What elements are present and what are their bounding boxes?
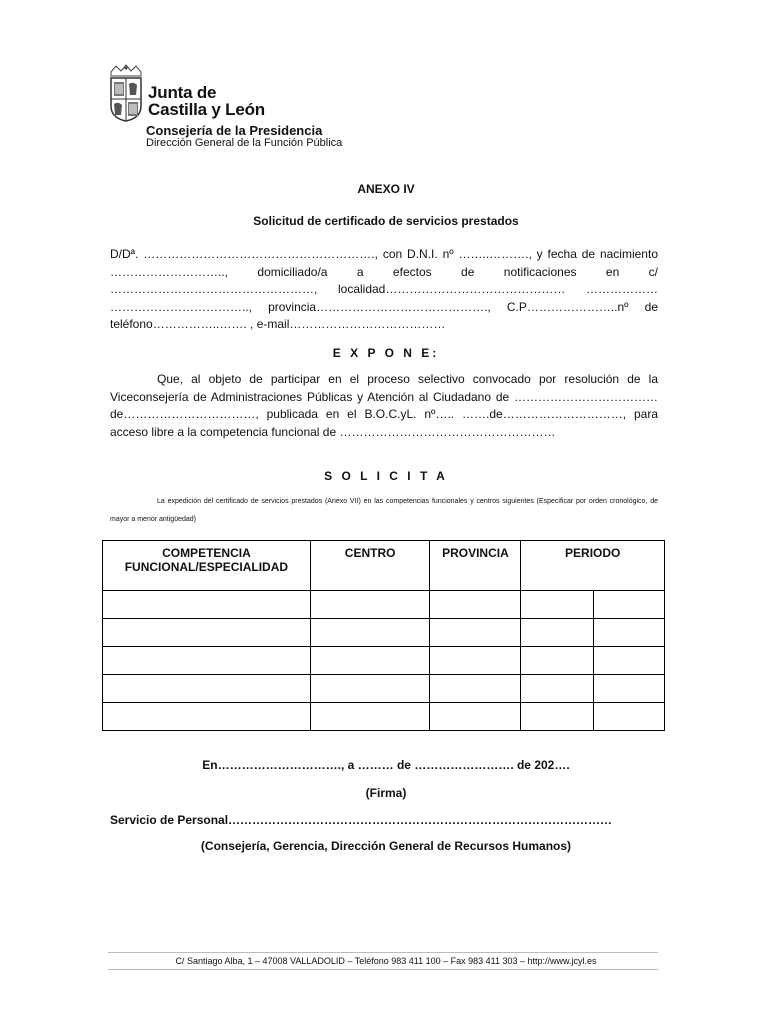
table-cell[interactable] [103,591,311,619]
table-cell[interactable] [594,619,665,647]
table-cell[interactable] [521,591,594,619]
document-title: Solicitud de certificado de servicios prestados [253,214,519,228]
table-cell[interactable] [594,703,665,731]
header-provincia: PROVINCIA [430,541,521,591]
table-cell[interactable] [521,675,594,703]
footer-bottom-rule [108,969,658,970]
table-row [103,703,665,731]
org-name-line1: Junta de [148,83,217,102]
table-cell[interactable] [103,703,311,731]
expone-heading: E X P O N E: [332,346,440,360]
table-cell[interactable] [430,703,521,731]
table-cell[interactable] [594,647,665,675]
date-place-line: En…………………………., a ……… de ……………………. de 202…. [202,758,570,772]
expone-paragraph: Que, al objeto de participar en el proceso selectivo convocado por resolución de la Viceconsejería de Administraciones Públicas y Atención al Ciudadano de ………………………………de……………………………, publicada en el B.O.C.yL. nº….. …….de…………………………, para acceso libre a la competencia funcional de ……………………………………………… [110,372,658,439]
org-name-line2: Castilla y León [148,100,265,119]
table-row [103,647,665,675]
header-periodo: PERIODO [521,541,665,591]
table-cell[interactable] [521,703,594,731]
table-cell[interactable] [521,647,594,675]
footer-top-rule [108,952,658,953]
signature-label: (Firma) [365,786,407,800]
table-cell[interactable] [430,591,521,619]
services-table [102,540,665,731]
table-cell[interactable] [103,647,311,675]
table-cell[interactable] [594,591,665,619]
table-cell[interactable] [103,675,311,703]
table-cell[interactable] [310,703,430,731]
table-cell[interactable] [430,647,521,675]
table-cell[interactable] [310,591,430,619]
table-cell[interactable] [430,675,521,703]
table-cell[interactable] [103,619,311,647]
coat-of-arms-icon [108,64,144,122]
table-cell[interactable] [430,619,521,647]
table-cell[interactable] [310,675,430,703]
table-cell[interactable] [310,647,430,675]
consejeria-note: (Consejería, Gerencia, Dirección General de Recursos Humanos) [200,839,572,853]
table-row [103,591,665,619]
table-cell[interactable] [310,619,430,647]
department-name: Consejería de la Presidencia [146,123,323,138]
header-competencia: COMPETENCIA FUNCIONAL/ESPECIALIDAD [103,541,311,591]
solicita-heading: S O L I C I T A [324,469,448,483]
table-header-row [103,541,665,591]
table-cell[interactable] [521,619,594,647]
personal-data-paragraph: D/Dª. …………………………………………………., con D.N.I. nº ……..………., y fecha de nacimiento ……………………….., domiciliado/a a efectos de notificaciones en c/ ……………………………………………, localidad……………………………………… ……………… …………………………….., provincia……………………………………., C.P…………………..nº de teléfono……………..……. , e-mail………………………………… [110,247,658,332]
header-centro: CENTRO [310,541,430,591]
footer-address: C/ Santiago Alba, 1 – 47008 VALLADOLID – Teléfono 983 411 100 – Fax 983 411 303 – http://www.jcyl.es [175,956,597,966]
table-cell[interactable] [594,675,665,703]
solicita-paragraph: La expedición del certificado de servicios prestados (Anexo VII) en las competencias funcionales y centros siguientes (Especificar por orden cronológico, de mayor a menor antigüedad) [110,498,658,523]
subdepartment-name: Dirección General de la Función Pública [146,137,343,149]
table-row [103,675,665,703]
table-row [103,619,665,647]
servicio-personal-line: Servicio de Personal…………………………………………………………………………………… [110,813,613,827]
annex-title: ANEXO IV [357,182,415,196]
